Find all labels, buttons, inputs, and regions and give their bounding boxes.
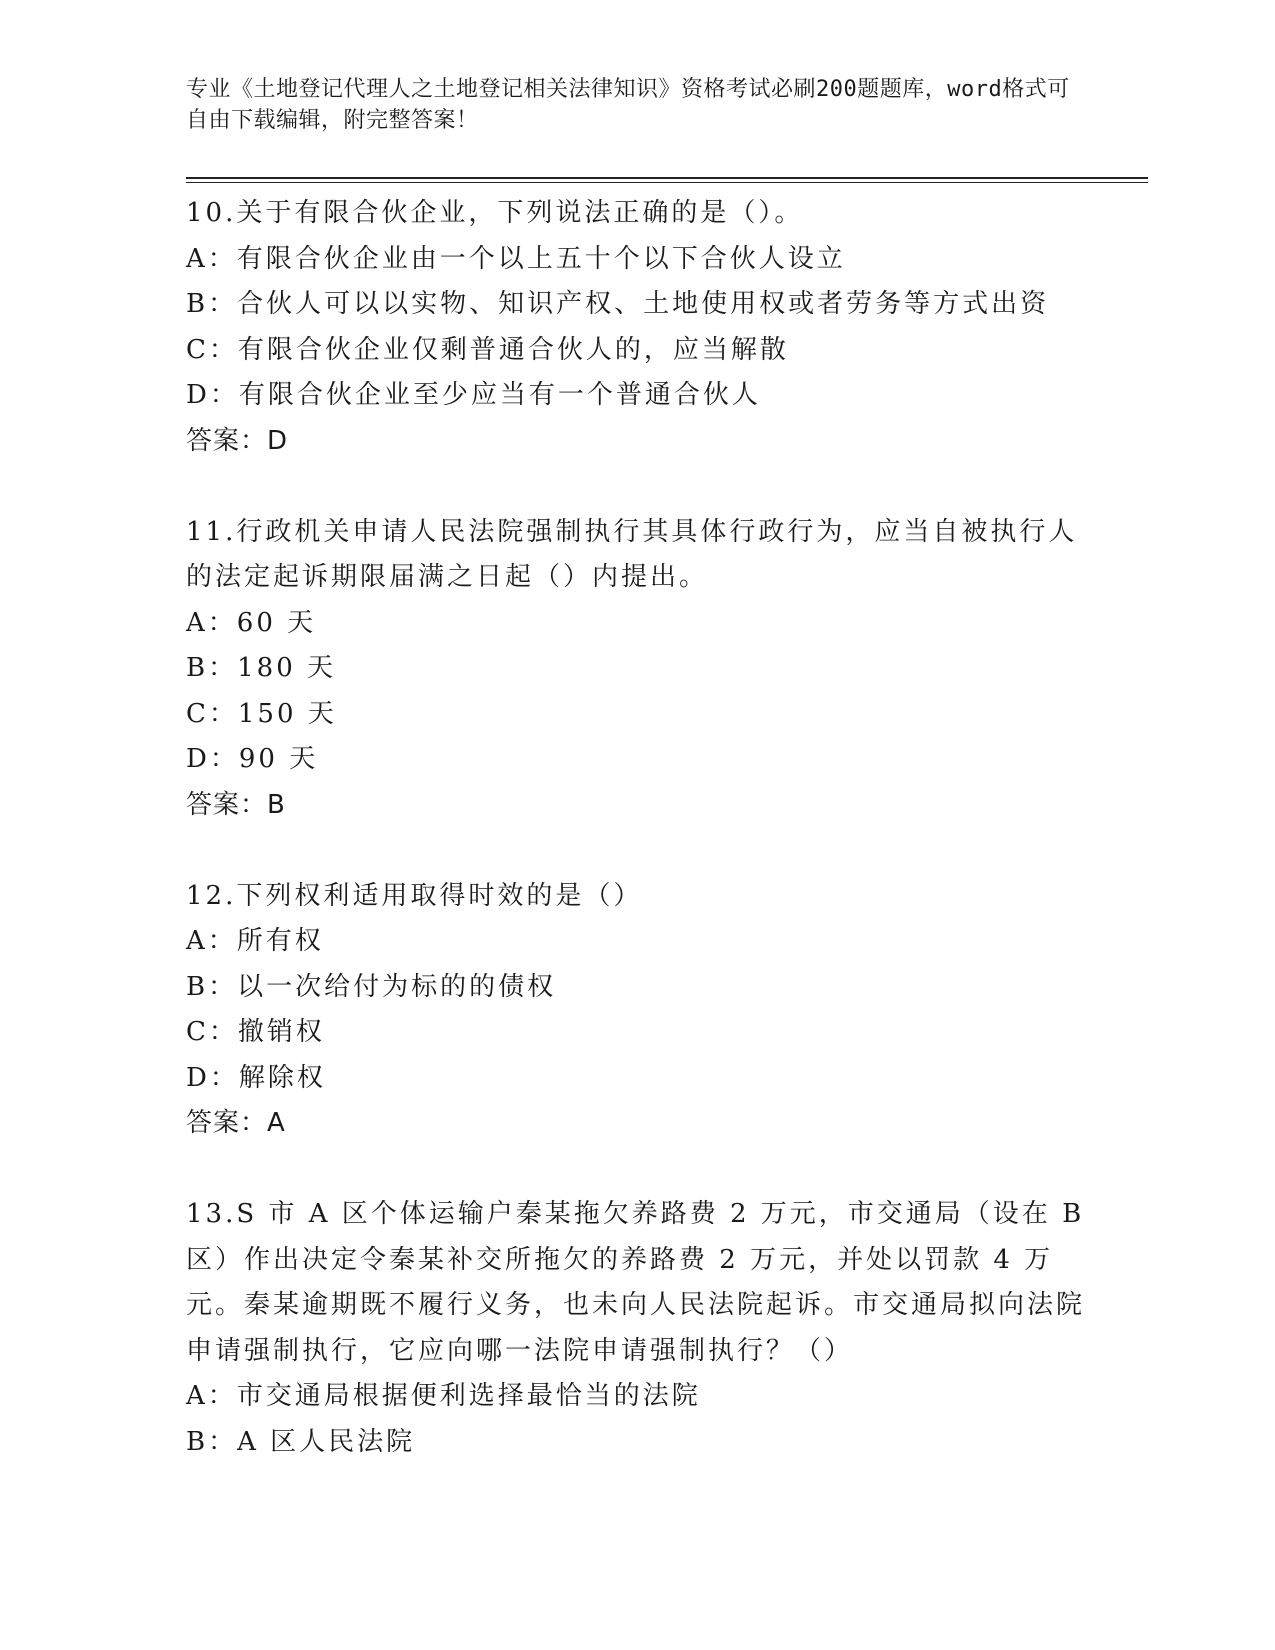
question-stem: 10.关于有限合伙企业，下列说法正确的是（）。 [186, 198, 804, 228]
question-13 [186, 1192, 1086, 1465]
option-b: B：180 天 [186, 653, 336, 683]
spacer [186, 464, 1086, 510]
document-header: 专业《土地登记代理人之土地登记相关法律知识》资格考试必刷200题题库，word格式可自由下载编辑，附完整答案！ [186, 77, 1070, 133]
option-a: A：市交通局根据便利选择最恰当的法院 [186, 1381, 701, 1411]
option-a: A：所有权 [186, 926, 324, 956]
answer-line: 答案：A [186, 1108, 286, 1138]
question-11 [186, 510, 1086, 829]
question-stem: 11.行政机关申请人民法院强制执行其具体行政行为，应当自被执行人的法定起诉期限届满之日起（）内提出。 [186, 516, 1078, 592]
header-divider-thick [186, 177, 1148, 179]
option-a: A：60 天 [186, 607, 317, 638]
question-10 [186, 191, 1086, 464]
question-stem: 12.下列权利适用取得时效的是（） [186, 880, 643, 911]
answer-line: 答案：B [186, 789, 286, 820]
option-a: A：有限合伙企业由一个以上五十个以下合伙人设立 [186, 243, 846, 274]
option-b: B：合伙人可以以实物、知识产权、土地使用权或者劳务等方式出资 [186, 289, 1050, 319]
spacer [186, 828, 1086, 874]
header-divider-thin [186, 182, 1148, 183]
question-12 [186, 874, 1086, 1147]
option-d: D：解除权 [186, 1062, 326, 1093]
option-b: B：以一次给付为标的的债权 [186, 971, 557, 1002]
answer-line: 答案：D [186, 425, 289, 456]
option-c: C：150 天 [186, 698, 337, 729]
option-d: D：有限合伙企业至少应当有一个普通合伙人 [186, 380, 761, 410]
spacer [186, 1147, 1086, 1193]
question-stem: 13.S 市 A 区个体运输户秦某拖欠养路费 2 万元，市交通局（设在 B 区）作出决定令秦某补交所拖欠的养路费 2 万元，并处以罚款 4 万元。秦某逾期既不履行义务，也未向人民法院起诉。市交通局拟向法院申请强制执行，它应向哪一法院申请强制执行？（） [186, 1199, 1086, 1366]
option-b: B：A 区人民法院 [186, 1426, 416, 1457]
option-d: D：90 天 [186, 744, 319, 774]
option-c: C：有限合伙企业仅剩普通合伙人的，应当解散 [186, 334, 789, 365]
option-c: C：撤销权 [186, 1017, 325, 1047]
question-list [186, 191, 1086, 1465]
